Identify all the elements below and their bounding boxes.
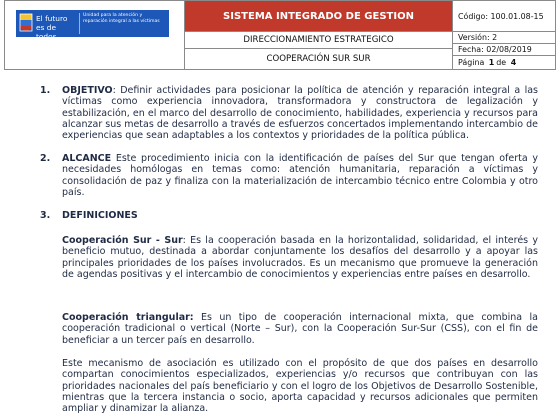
page-total: 4 xyxy=(510,58,517,67)
term-sur-sur: Cooperación Sur - Sur xyxy=(62,235,183,246)
section-title-definiciones: DEFINICIONES xyxy=(62,210,138,221)
document-header xyxy=(4,0,556,70)
logo-main-text: El futuro es de todos xyxy=(36,14,68,41)
system-title: SISTEMA INTEGRADO DE GESTION xyxy=(185,1,452,32)
page-indicator xyxy=(452,56,555,69)
document-version: Versión: 2 xyxy=(452,32,555,44)
definition-sur-sur xyxy=(62,235,538,280)
page-of: de xyxy=(496,58,507,67)
procedure-name: COOPERACIÓN SUR SUR xyxy=(266,54,371,64)
process-name: DIRECCIONAMIENTO ESTRATEGICO xyxy=(185,32,452,49)
section-title-alcance: ALCANCE xyxy=(62,153,112,164)
definition-triangular-text: Es un tipo de cooperación internacional mixta, que combina la cooperación tradicional o vertical (Norte – Sur), con la Cooperación Sur-Sur (CSS), con el fin de beneficiar a un tercer país en desarrollo. xyxy=(62,312,538,346)
page-current: 1 xyxy=(488,58,495,67)
document-code: Código: 100.01.08-15 xyxy=(452,1,555,32)
objetivo-text: : Definir actividades para posicionar la política de atención y reparación integral a las víctimas como experiencia innovadora, transformadora y constructora de legalización y estabilización, en el marco del desarrollo de conocimiento, habilidades, experiencia y recursos para alcanzar sus metas de desarrollo a través de esfuerzos concertados implementando intercambio de experiencias que sean adaptables a los contextos y prioridades de la política pública. xyxy=(62,85,538,142)
logo-divider xyxy=(79,13,80,34)
logo-cell xyxy=(5,1,185,69)
mechanism-paragraph: Este mecanismo de asociación es utilizado con el propósito de que dos países en desarrollo compartan conocimientos especializados, experiencias y/o recursos que contribuyan con las prioridades nacionales del país beneficiario y con el logro de los Objetivos de Desarrollo Sostenible, mientras que la tercera instancia o socio, aporta capacidad y recursos adicionales que permiten ampliar y dinamizar la alianza. xyxy=(62,358,538,415)
section-title-objetivo: OBJETIVO xyxy=(62,85,113,96)
institution-logo xyxy=(16,10,169,41)
section-number-objetivo: 1. xyxy=(40,85,51,96)
logo-sub-text: Unidad para la atención y reparación integral a las víctimas xyxy=(83,13,160,24)
section-objetivo xyxy=(62,85,538,141)
definition-triangular xyxy=(62,312,538,346)
coat-of-arms-icon xyxy=(19,13,33,33)
section-number-definiciones: 3. xyxy=(40,210,51,221)
alcance-text: Este procedimiento inicia con la identificación de países del Sur que tengan oferta y necesidades homólogas en temas como: atención humanitaria, reparación a víctimas y consolidación de paz y finaliza con la materialización de intercambio técnico entre Colombia y otro país. xyxy=(62,153,538,198)
document-date: Fecha: 02/08/2019 xyxy=(452,44,555,56)
definition-sur-sur-text: : Es la cooperación basada en la horizontalidad, solidaridad, el interés y beneficio mutuo, destinada a abordar conjuntamente los desafíos del desarrollo y a apoyar las principales prioridades de los países involucrados. Es un mecanismo que promueve la generación de agendas positivas y el intercambio de conocimientos y experiencias entre países en desarrollo. xyxy=(62,235,538,280)
section-number-alcance: 2. xyxy=(40,153,51,164)
section-alcance xyxy=(62,153,538,198)
term-triangular: Cooperación triangular: xyxy=(62,312,194,323)
page-prefix: Página xyxy=(458,58,485,67)
